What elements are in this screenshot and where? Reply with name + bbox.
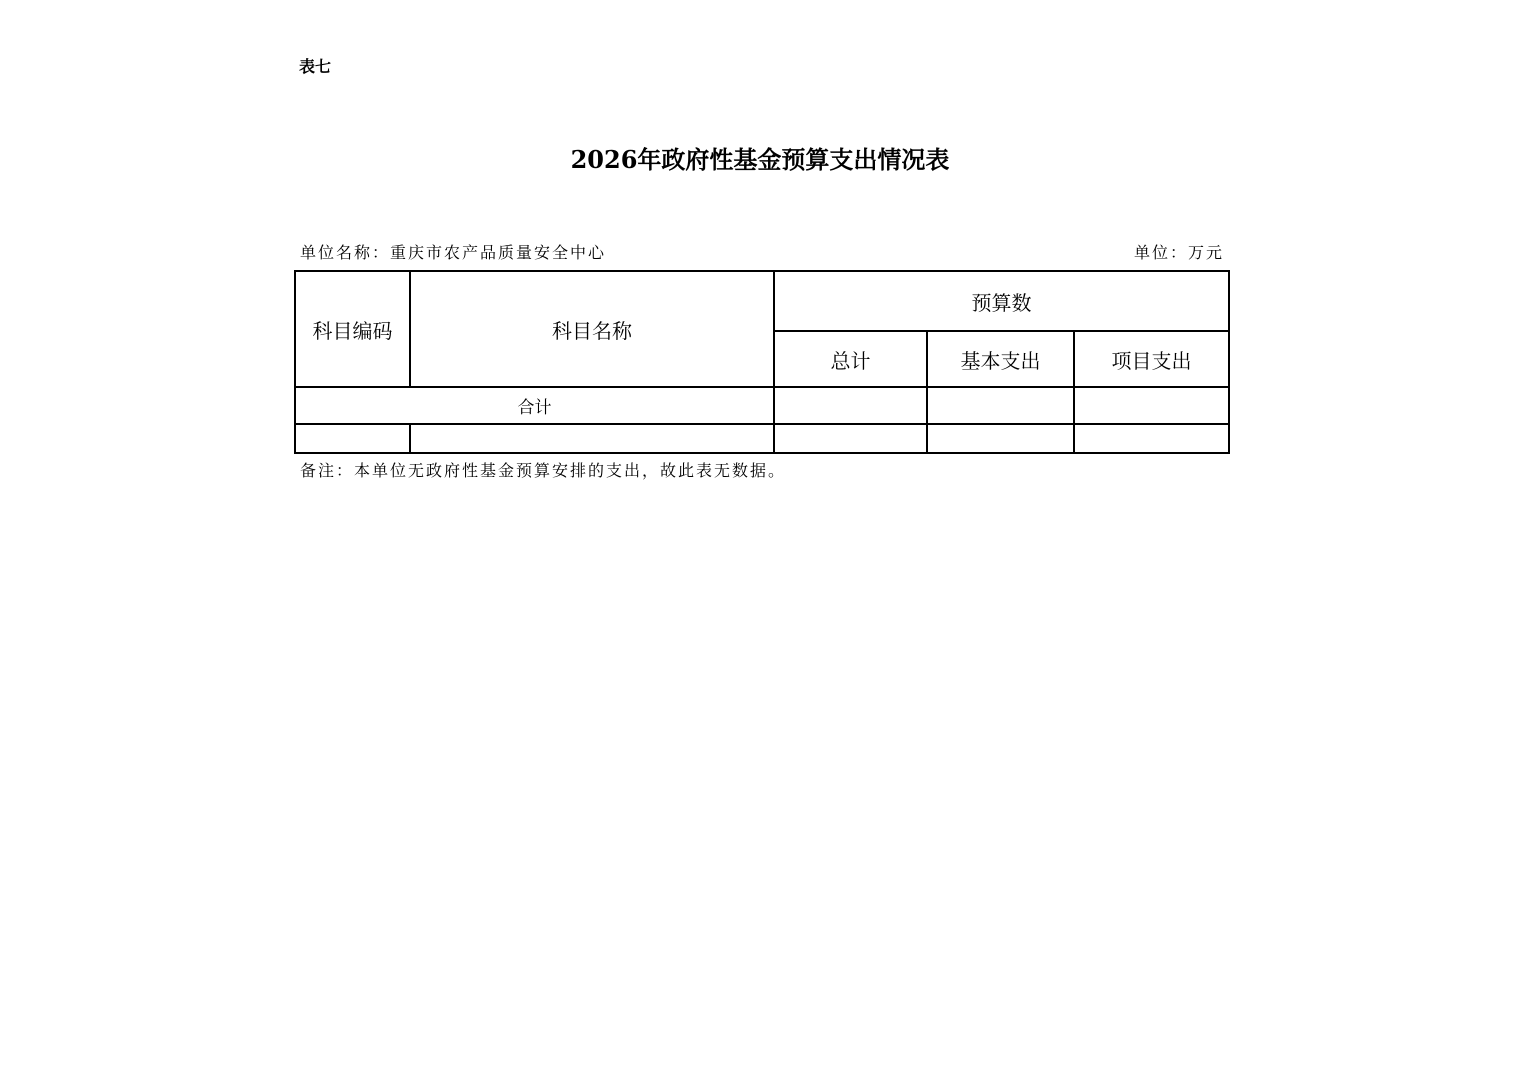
total-row-project: [1074, 387, 1229, 424]
page-title: 2026年政府性基金预算支出情况表: [570, 145, 950, 174]
table-header-row: [295, 271, 1229, 331]
header-subject-name: 科目名称: [410, 271, 774, 387]
header-subject-code: 科目编码: [295, 271, 410, 387]
row-subject-code: [295, 424, 410, 453]
total-row-label: 合计: [295, 387, 774, 424]
currency-unit: 单位：万元: [1133, 243, 1224, 262]
header-basic-expenditure: 基本支出: [927, 331, 1074, 387]
header-project-expenditure: 项目支出: [1074, 331, 1229, 387]
header-budget-amount: 预算数: [774, 271, 1229, 331]
row-subject-name: [410, 424, 774, 453]
table-label: 表七: [299, 57, 332, 76]
total-row-total: [774, 387, 927, 424]
unit-name: 单位名称：重庆市农产品质量安全中心: [300, 243, 607, 262]
row-total: [774, 424, 927, 453]
remark-note: 备注：本单位无政府性基金预算安排的支出，故此表无数据。: [300, 461, 787, 480]
table-row: [295, 424, 1229, 453]
row-basic: [927, 424, 1074, 453]
table-total-row: [295, 387, 1229, 424]
budget-table: [294, 270, 1230, 454]
row-project: [1074, 424, 1229, 453]
total-row-basic: [927, 387, 1074, 424]
header-total: 总计: [774, 331, 927, 387]
